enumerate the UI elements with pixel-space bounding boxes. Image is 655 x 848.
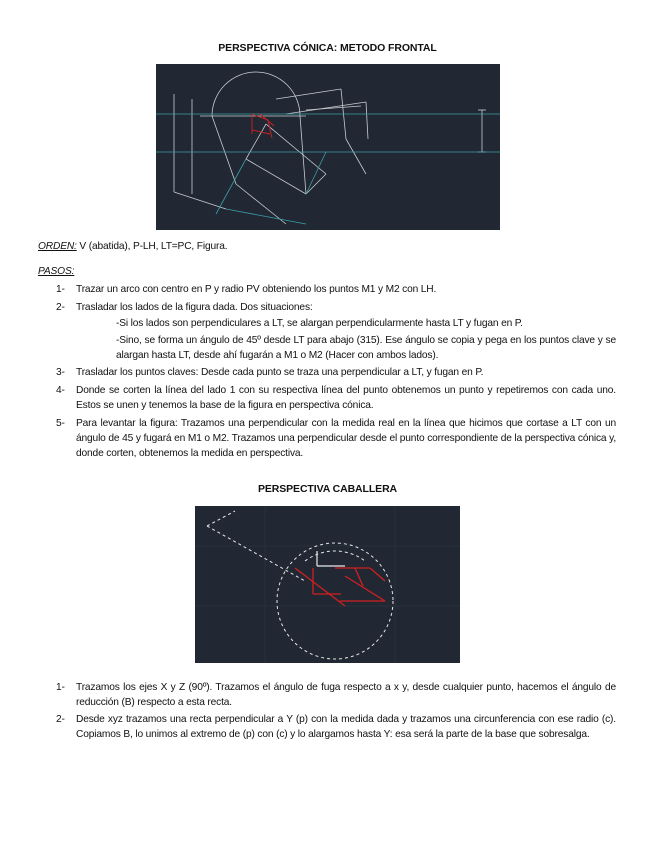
section-title-caballera: PERSPECTIVA CABALLERA [257,483,398,495]
substep-1: -Si los lados son perpendiculares a LT, se alargan perpendicularmente hasta LT y fugan en P. [116,318,523,329]
cad-drawing-caballera [195,506,460,663]
section-title-conica: PERSPECTIVA CÓNICA: METODO FRONTAL [218,42,437,54]
orden-label: ORDEN: [38,241,77,252]
step-2: 2- Trasladar los lados de la figura dada. Dos situaciones: [56,302,313,313]
substep-2: -Sino, se forma un ángulo de 45º desde LT para abajo (315). Ese ángulo se copia y pega en los puntos clave y se alargan hasta LT, desde ahí fugarán a M1 o M2 (Hacer con ambos lados). [116,335,616,361]
cad-drawing-conica [156,64,500,230]
step-1: 1- Trazar un arco con centro en P y radio PV obteniendo los puntos M1 y M2 con LH. [56,284,437,295]
orden-text: V (abatida), P-LH, LT=PC, Figura. [76,241,228,252]
step-3: 3- Trasladar los puntos claves: Desde cada punto se traza una perpendicular a LT, y fugan en P. [56,367,484,378]
step-4: 4- Donde se corten la línea del lado 1 con su respectiva línea del punto obtenemos un punto y repetiremos con cada uno. Estos se unen y tenemos la base de la figura en perspectiva cónica. [56,385,616,411]
caballera-step-2: 2- Desde xyz trazamos una recta perpendicular a Y (p) con la medida dada y trazamos una circunferencia con ese radio (c). Copiamos B, lo unimos al extremo de (p) con (c) y lo alargamos hasta Y: esa será la parte de la base que sobresalga. [56,714,616,740]
step-5: 5- Para levantar la figura: Trazamos una perpendicular con la medida real en la línea que hicimos que cortase a LT con un ángulo de 45 y fugará en M1 o M2. Trazamos una perpendicular desde el punto correspondiente de la perspectiva cónica y, donde corten, obtenemos la medida en perspectiva. [56,418,616,459]
caballera-step-1: 1- Trazamos los ejes X y Z (90º). Trazamos el ángulo de fuga respecto a x y, desde cualquier punto, hacemos el ángulo de reducción (B) respecto a esta recta. [56,682,616,708]
pasos-label: PASOS: [38,266,75,277]
orden-line [38,240,227,255]
